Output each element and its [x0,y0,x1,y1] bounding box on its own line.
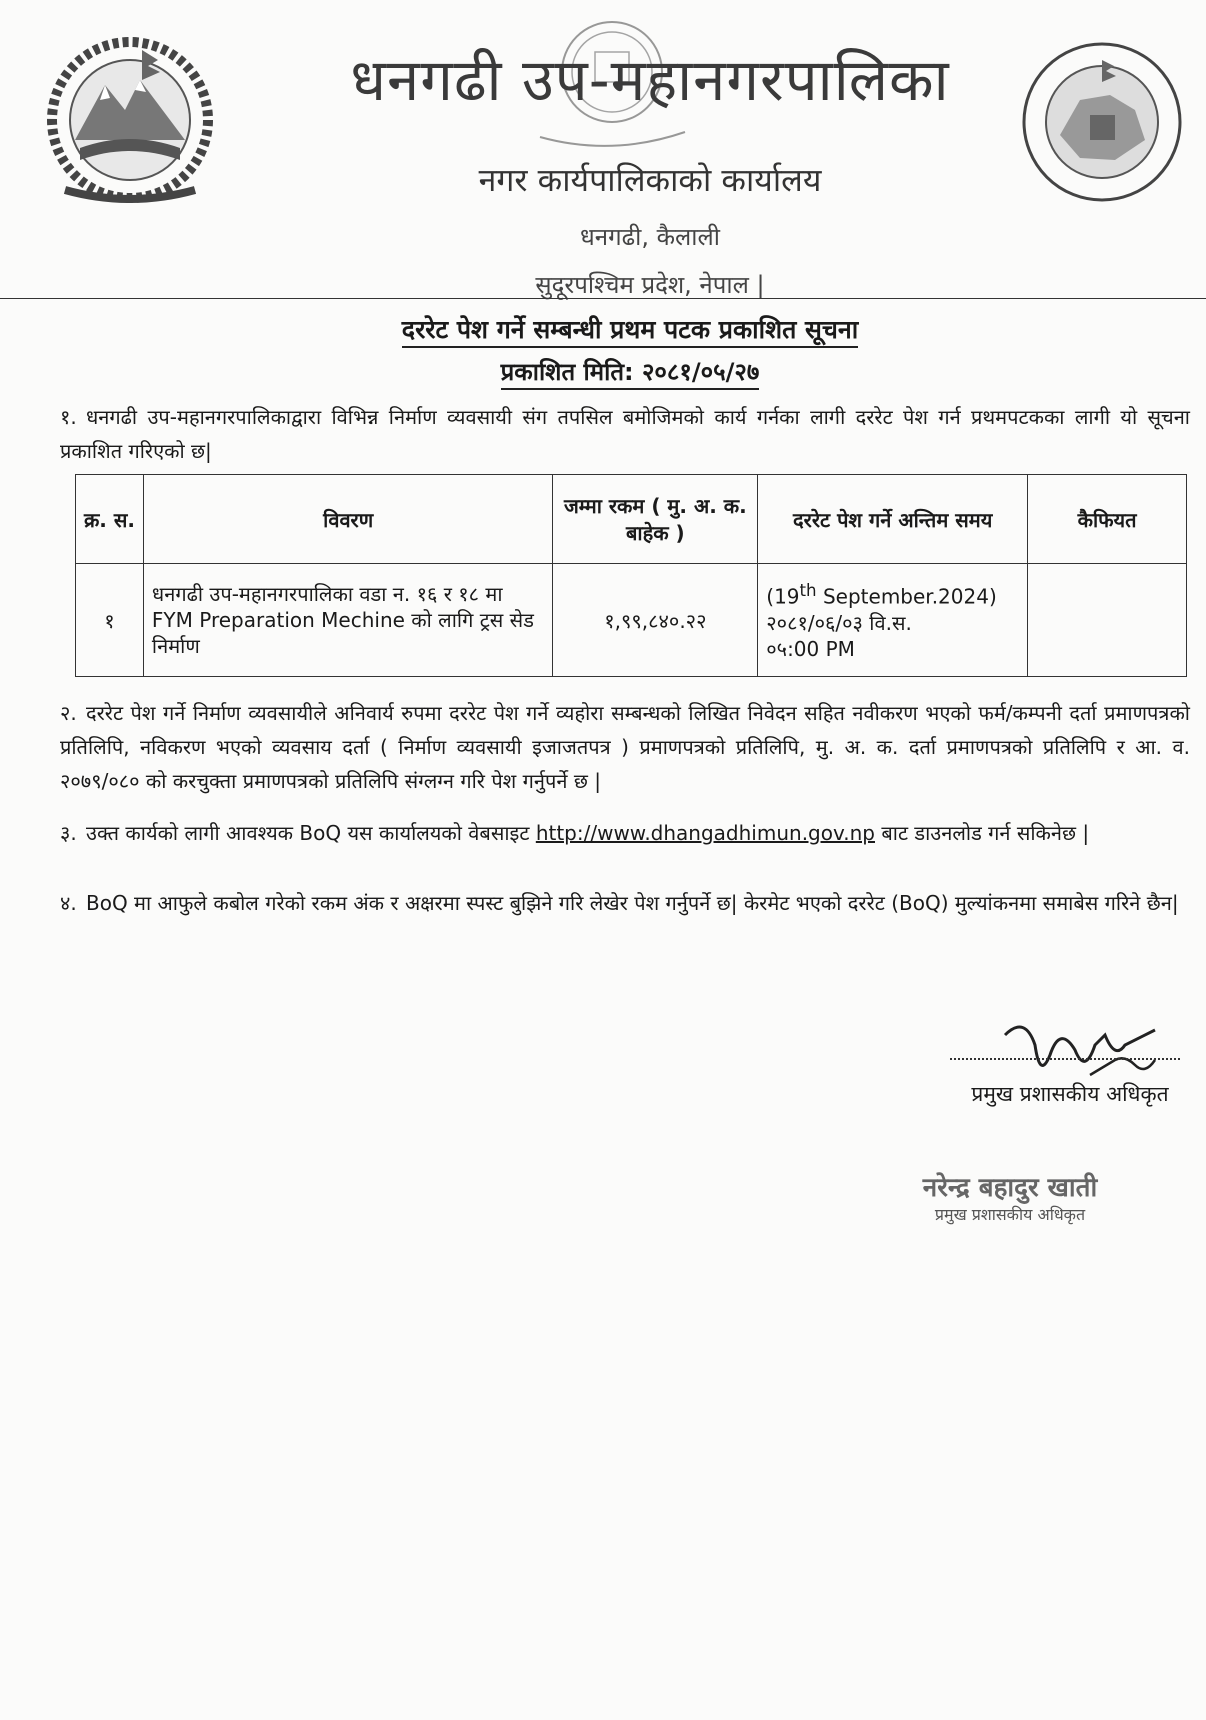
paragraph-3 [60,816,1190,850]
deadline-en-prefix: (19 [766,584,800,609]
table-row [76,564,1187,677]
website-link[interactable]: http://www.dhangadhimun.gov.np [535,821,875,845]
deadline-en-sup: th [799,581,817,601]
header-serial: क्र. स. [76,475,144,564]
tender-table [75,474,1187,677]
cell-description: धनगढी उप-महानगरपालिका वडा न. १६ र १८ मा FYM Preparation Mechine को लागि ट्रस सेड निर्माण [143,564,553,677]
paragraph-text: दररेट पेश गर्ने निर्माण व्यवसायीले अनिवार्य रुपमा दररेट पेश गर्ने व्यहोरा सम्बन्धको लिखित निवेदन सहित नवीकरण भएको फर्म/कम्पनी दर्ता प्रमाणपत्रको प्रतिलिपि, नविकरण भएको व्यवसाय दर्ता ( निर्माण व्यवसायी इजाजतपत्र ) प्रमाणपत्रको प्रतिलिपि, मु. अ. क. दर्ता प्रमाणपत्रको प्रतिलिपि र आ. व. २०७९/०८० को करचुक्ता प्रमाणपत्रको प्रतिलिपि संग्लग्न गरि पेश गर्नुपर्ने छ | [60,701,1190,793]
paragraph-number: २. [60,701,77,725]
header-remarks: कैफियत [1028,475,1187,564]
signature-line [950,1058,1180,1060]
paragraph-number: ३. [60,821,77,845]
publish-date-text: प्रकाशित मिति: २०८१/०५/२७ [501,358,760,390]
office-province: सुदूरपश्चिम प्रदेश, नेपाल | [535,271,765,299]
office-subtitle: नगर कार्यपालिकाको कार्यालय [478,161,822,199]
paragraph-text: उक्त कार्यको लागी आवश्यक BoQ यस कार्यालयको वेबसाइट [86,821,536,845]
cell-deadline [758,564,1028,677]
officer-role-stamp: प्रमुख प्रशासकीय अधिकृत [934,1205,1086,1224]
paragraph-number: ४. [60,891,77,915]
letterhead [0,0,1206,300]
paragraph-4 [60,886,1190,920]
paragraph-2 [60,696,1190,798]
paragraph-text-after: बाट डाउनलोड गर्न सकिनेछ | [875,821,1090,845]
paragraph-text: BoQ मा आफुले कबोल गरेको रकम अंक र अक्षरमा स्पस्ट बुझिने गरि लेखेर पेश गर्नुपर्ने छ| केरमेट भएको दररेट (BoQ) मुल्यांकनमा समाबेस गरिने छैन| [86,891,1179,915]
header-amount: जम्मा रकम ( मु. अ. क. बाहेक ) [553,475,758,564]
officer-name-stamp: नरेन्द्र बहादुर खाती [922,1173,1098,1203]
cell-amount: १,९९,८४०.२२ [553,564,758,677]
table-header-row [76,475,1187,564]
cell-serial: १ [76,564,144,677]
paragraph-text: धनगढी उप-महानगरपालिकाद्वारा विभिन्न निर्माण व्यवसायी संग तपसिल बमोजिमको कार्य गर्नका लागी दररेट पेश गर्न प्रथमपटकका लागी यो सूचना प्रकाशित गरिएको छ| [60,405,1190,463]
header-description: विवरण [143,475,553,564]
publish-date [430,355,830,388]
deadline-english [766,578,1019,610]
office-city: धनगढी, कैलाली [580,223,720,251]
paragraph-1 [60,400,1190,468]
deadline-time: ०५:00 PM [766,636,855,661]
deadline-nepali: २०८१/०६/०३ वि.स. [766,610,912,635]
municipality-logo-icon [1020,40,1185,205]
notice-heading-text: दररेट पेश गर्ने सम्बन्धी प्रथम पटक प्रकाशित सूचना [402,315,858,348]
municipality-title: धनगढी उप-महानगरपालिका [350,46,950,114]
paragraph-number: १. [60,405,77,429]
cell-remarks [1028,564,1187,677]
nepal-emblem-icon [30,30,230,210]
header-divider [0,298,1206,299]
deadline-en-suffix: September.2024) [816,584,997,609]
signature-title: प्रमुख प्रशासकीय अधिकृत [971,1082,1169,1106]
header-deadline: दररेट पेश गर्ने अन्तिम समय [758,475,1028,564]
notice-heading [330,312,930,346]
